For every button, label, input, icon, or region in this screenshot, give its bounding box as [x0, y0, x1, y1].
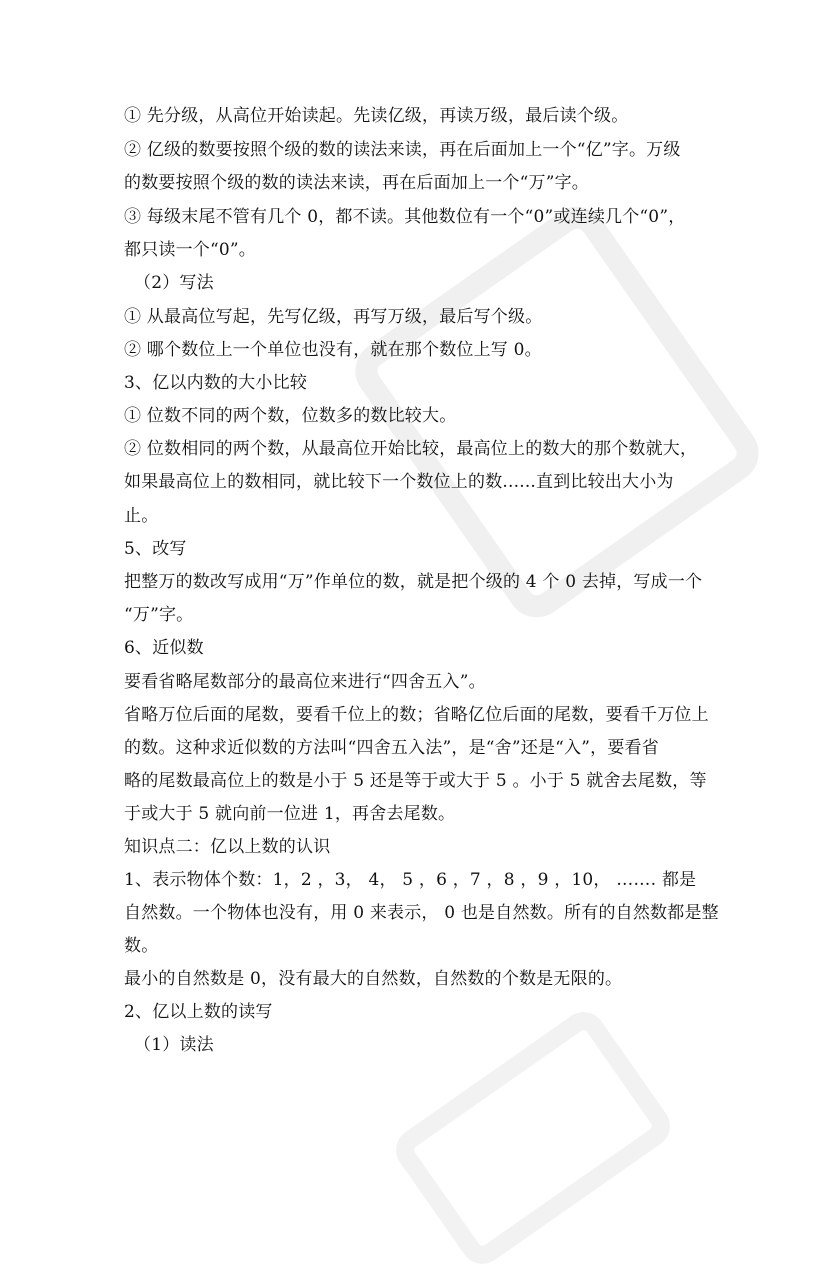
text-line: ② 亿级的数要按照个级的数的读法来读，再在后面加上一个“亿”字。万级 — [124, 140, 681, 160]
text-line: 的数。这种求近似数的方法叫“四舍五入法”，是“舍”还是“入”，要看省 — [124, 738, 659, 758]
text-line: 要看省略尾数部分的最高位来进行“四舍五入”。 — [124, 672, 486, 692]
section-subheading: （2）写法 — [134, 273, 214, 293]
text-line: 如果最高位上的数相同，就比较下一个数位上的数......直到比较出大小为 — [124, 472, 674, 492]
text-line: ① 从最高位写起，先写亿级，再写万级，最后写个级。 — [124, 307, 543, 327]
text-line: 省略万位后面的尾数，要看千位上的数；省略亿位后面的尾数，要看千万位上 — [124, 705, 709, 725]
text-line: 略的尾数最高位上的数是小于 5 还是等于或大于 5 。小于 5 就舍去尾数，等 — [124, 771, 707, 791]
text-line: 都只读一个“0”。 — [124, 240, 256, 260]
text-line: ① 先分级，从高位开始读起。先读亿级，再读万级，最后读个级。 — [124, 106, 629, 126]
section-heading: 5、改写 — [124, 539, 187, 559]
text-line: ③ 每级末尾不管有几个 0，都不读。其他数位有一个“0”或连续几个“0”， — [124, 207, 686, 227]
section-heading: 3、亿以内数的大小比较 — [124, 373, 308, 393]
text-line: “万”字。 — [124, 605, 194, 625]
section-subheading: （1）读法 — [134, 1035, 214, 1055]
section-heading: 6、近似数 — [124, 638, 204, 658]
text-line: 把整万的数改写成用“万”作单位的数，就是把个级的 4 个 0 去掉，写成一个 — [124, 572, 703, 592]
text-line: ② 哪个数位上一个单位也没有，就在那个数位上写 0。 — [124, 340, 542, 360]
text-line: 1、表示物体个数：1，2 ，3， 4， 5 ，6 ，7 ，8 ，9 ，10， ……. 都是 — [124, 870, 697, 890]
text-line: 于或大于 5 就向前一位进 1，再舍去尾数。 — [124, 804, 456, 824]
text-line: ② 位数相同的两个数，从最高位开始比较，最高位上的数大的那个数就大， — [124, 439, 698, 459]
text-line: 止。 — [124, 506, 159, 526]
section-heading: 知识点二：亿以上数的认识 — [124, 837, 331, 857]
text-line: 数。 — [124, 936, 159, 956]
text-line: ① 位数不同的两个数，位数多的数比较大。 — [124, 406, 457, 426]
text-line: 的数要按照个级的数的读法来读，再在后面加上一个“万”字。 — [124, 173, 589, 193]
text-line: 自然数。一个物体也没有，用 0 来表示， 0 也是自然数。所有的自然数都是整 — [124, 903, 719, 923]
text-line: 最小的自然数是 0，没有最大的自然数，自然数的个数是无限的。 — [124, 969, 623, 989]
section-heading: 2、亿以上数的读写 — [124, 1002, 273, 1022]
